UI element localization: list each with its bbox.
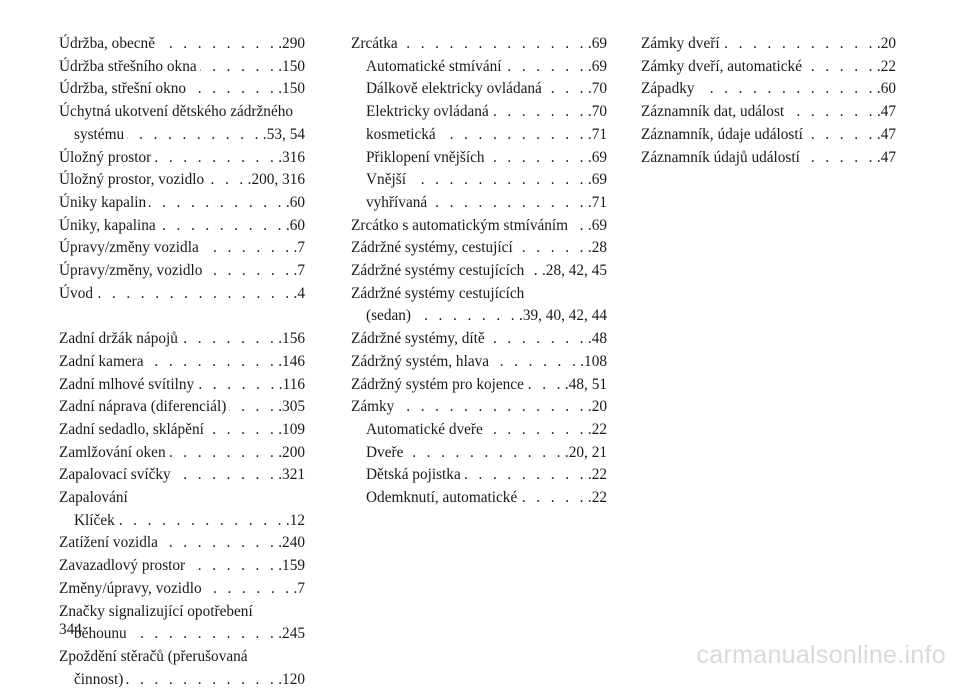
- index-entry-page: .22: [587, 420, 607, 438]
- index-row: [351, 215, 607, 238]
- dot-leader: [439, 124, 587, 147]
- index-entry-label: Zádržné systémy cestujících: [351, 262, 525, 280]
- index-entry-label: Úložný prostor: [59, 148, 152, 166]
- index-entry-label: Zádržný systém, hlava: [351, 352, 490, 370]
- index-row: [59, 442, 305, 465]
- index-entry-label: Údržba střešního okna: [59, 57, 197, 75]
- dot-leader: [207, 169, 247, 192]
- index-entry-label: Zámky: [351, 398, 395, 416]
- index-entry-page: .20, 21: [564, 443, 607, 461]
- index-entry-label: Zádržný systém pro kojence: [351, 375, 524, 393]
- index-entry-label: Zapalovací svíčky: [59, 466, 171, 484]
- index-entry-label: Dálkově elektricky ovládaná: [366, 80, 542, 98]
- index-entry: [641, 147, 896, 170]
- dot-leader: [488, 328, 587, 351]
- index-entry: [641, 78, 896, 101]
- dot-leader: [158, 33, 277, 56]
- index-entry-label: Záznamník dat, událost: [641, 103, 785, 121]
- dot-leader: [397, 396, 587, 419]
- index-entry-page: .200, 316: [247, 171, 305, 189]
- index-entry-label: běhounu: [74, 625, 127, 643]
- index-row: [59, 328, 305, 351]
- dot-leader: [189, 78, 277, 101]
- dot-leader: [181, 328, 277, 351]
- index-row: [59, 283, 305, 306]
- index-entry-page: .70: [587, 80, 607, 98]
- index-row: [59, 237, 305, 260]
- group-spacer: [59, 305, 305, 328]
- index-row: [351, 396, 607, 419]
- index-entry-label: Západky: [641, 80, 695, 98]
- index-entry-label: Úchytná ukotvení dětského zádržného: [59, 103, 294, 121]
- index-entry-page: .71: [587, 125, 607, 143]
- dot-leader: [118, 510, 285, 533]
- index-entry-page: .60: [285, 193, 305, 211]
- index-entry-label: Zamlžování oken: [59, 443, 166, 461]
- dot-leader: [723, 33, 876, 56]
- dot-leader: [147, 351, 278, 374]
- index-row: [351, 101, 607, 124]
- index-entry-page: .20: [587, 398, 607, 416]
- index-column-1: [59, 33, 305, 691]
- index-entry: [351, 396, 607, 419]
- index-entry: [59, 78, 305, 101]
- index-entry-page: .69: [587, 148, 607, 166]
- index-entry-page: .47: [876, 148, 896, 166]
- index-entry-page: .150: [278, 57, 305, 75]
- index-entry-page: .22: [587, 489, 607, 507]
- index-entry-label: Zadní držák nápojů: [59, 330, 178, 348]
- index-row: [351, 147, 607, 170]
- index-entry-label: Úložný prostor, vozidlo: [59, 171, 205, 189]
- index-entry-page: .69: [587, 216, 607, 234]
- index-entry: [59, 283, 305, 306]
- index-entry: [351, 351, 607, 374]
- index-row: [351, 192, 607, 215]
- index-entry: [59, 147, 305, 170]
- index-subentry: [351, 124, 607, 147]
- index-entry-page: .200: [278, 443, 305, 461]
- index-subentry: [351, 442, 607, 465]
- index-entry-page: .156: [278, 330, 305, 348]
- index-entry-label: Záznamník údajů událostí: [641, 148, 800, 166]
- index-row: [59, 669, 305, 691]
- dot-leader: [188, 555, 277, 578]
- dot-leader: [414, 305, 518, 328]
- index-entry-page: .116: [278, 375, 305, 393]
- index-entry: [59, 33, 305, 56]
- dot-leader: [229, 396, 277, 419]
- index-column-2: [351, 33, 607, 510]
- index-entry-continuation: [351, 305, 607, 328]
- index-entry: [59, 328, 305, 351]
- index-entry-page: .22: [876, 57, 896, 75]
- index-entry-label: Automatické stmívání: [366, 57, 502, 75]
- index-entry: [641, 101, 896, 124]
- dot-leader: [492, 351, 579, 374]
- index-entry-label: Zadní náprava (diferenciál): [59, 398, 227, 416]
- index-entry: [351, 328, 607, 351]
- index-row: [641, 101, 896, 124]
- index-entry-page: .108: [580, 352, 607, 370]
- index-entry: [351, 237, 607, 260]
- index-entry-label: Úniky kapalin: [59, 193, 147, 211]
- dot-leader: [430, 192, 587, 215]
- index-entry-label: Zámky dveří: [641, 35, 720, 52]
- index-entry: [59, 464, 305, 487]
- index-entry: [59, 192, 305, 215]
- index-row: [351, 419, 607, 442]
- index-row: [351, 124, 607, 147]
- index-entry-page: .60: [285, 216, 305, 234]
- index-entry-label: Zádržné systémy, cestující: [351, 239, 513, 257]
- dot-leader: [154, 147, 277, 170]
- index-entry: [59, 601, 305, 646]
- index-entry-label: Přiklopení vnějších: [366, 148, 485, 166]
- index-entry-label: Změny/úpravy, vozidlo: [59, 579, 202, 597]
- index-entry: [59, 487, 305, 510]
- index-entry-label: Zámky dveří, automatické: [641, 57, 802, 75]
- watermark-text: carmanualsonline.info: [696, 641, 946, 669]
- page-number: 344: [59, 621, 82, 638]
- index-row: [59, 578, 305, 601]
- dot-leader: [545, 78, 587, 101]
- dot-leader: [516, 237, 587, 260]
- index-row: [59, 555, 305, 578]
- dot-leader: [571, 215, 587, 238]
- index-entry-page: .22: [587, 466, 607, 484]
- index-entry-page: .159: [278, 557, 305, 575]
- index-entry-continuation: [59, 124, 305, 147]
- index-row: [59, 419, 305, 442]
- index-row: [351, 56, 607, 79]
- dot-leader: [159, 215, 285, 238]
- index-row: [59, 56, 305, 79]
- index-entry-label: Značky signalizující opotřebení: [59, 602, 253, 620]
- index-row: [59, 510, 305, 533]
- index-entry-page: .60: [876, 80, 896, 98]
- index-entry-page: .48, 51: [564, 375, 607, 393]
- index-entry: [59, 56, 305, 79]
- index-entry-page: .321: [278, 466, 305, 484]
- index-entry: [59, 101, 305, 146]
- index-entry: [59, 237, 305, 260]
- dot-leader: [200, 56, 278, 79]
- index-entry-label: Zrcátka: [351, 35, 398, 52]
- index-row: [641, 124, 896, 147]
- dot-leader: [505, 56, 587, 79]
- index-subentry: [351, 101, 607, 124]
- index-row: [59, 192, 305, 215]
- index-row: [59, 623, 305, 646]
- index-entry: [59, 260, 305, 283]
- index-row: [351, 464, 607, 487]
- index-row: [641, 147, 896, 170]
- dot-leader: [96, 283, 293, 306]
- index-entry-label: Úpravy/změny vozidla: [59, 239, 199, 257]
- dot-leader: [464, 464, 587, 487]
- index-row: [59, 487, 305, 510]
- index-entry-page: .69: [587, 35, 607, 52]
- dot-leader: [486, 419, 587, 442]
- index-entry-page: .245: [278, 625, 305, 643]
- index-row: [351, 305, 607, 328]
- index-entry-label: Záznamník, údaje událostí: [641, 125, 803, 143]
- index-row: [641, 78, 896, 101]
- index-entry-page: .150: [278, 80, 305, 98]
- index-entry-page: .109: [278, 420, 305, 438]
- index-entry-page: .48: [587, 330, 607, 348]
- index-row: [59, 464, 305, 487]
- dot-leader: [401, 33, 587, 56]
- index-entry-page: .39, 40, 42, 44: [519, 307, 607, 325]
- dot-leader: [130, 623, 278, 646]
- index-row: [351, 78, 607, 101]
- index-entry-label: kosmetická: [366, 125, 436, 143]
- index-entry-page: .28: [587, 239, 607, 257]
- index-row: [351, 351, 607, 374]
- dot-leader: [488, 147, 587, 170]
- index-row: [59, 147, 305, 170]
- index-row: [59, 169, 305, 192]
- index-entry: [59, 532, 305, 555]
- index-subentry: [351, 169, 607, 192]
- dot-leader: [126, 669, 277, 691]
- index-entry: [351, 33, 607, 56]
- index-row: [59, 124, 305, 147]
- index-row: [59, 260, 305, 283]
- dot-leader: [406, 442, 564, 465]
- index-entry-label: Zádržné systémy cestujících: [351, 284, 525, 302]
- index-entry-label: Zadní sedadlo, sklápění: [59, 420, 204, 438]
- index-row: [351, 374, 607, 397]
- index-row: [59, 33, 305, 56]
- dot-leader: [803, 147, 876, 170]
- dot-leader: [527, 374, 564, 397]
- index-subentry: [351, 464, 607, 487]
- index-entry: [641, 33, 896, 56]
- dot-leader: [149, 192, 285, 215]
- index-entry: [59, 578, 305, 601]
- index-entry-page: .146: [278, 352, 305, 370]
- index-entry-page: .7: [293, 579, 305, 597]
- index-entry: [59, 169, 305, 192]
- dot-leader: [409, 169, 587, 192]
- index-row: [641, 33, 896, 56]
- index-entry-continuation: [59, 669, 305, 691]
- dot-leader: [205, 578, 293, 601]
- index-entry-page: .69: [587, 57, 607, 75]
- index-entry-page: .7: [293, 239, 305, 257]
- index-row: [59, 351, 305, 374]
- index-entry-label: Elektricky ovládaná: [366, 103, 489, 121]
- index-subentry: [351, 487, 607, 510]
- index-row: [351, 442, 607, 465]
- index-subentry: [351, 56, 607, 79]
- index-row: [351, 169, 607, 192]
- index-entry-page: .120: [278, 670, 305, 688]
- index-row: [351, 328, 607, 351]
- index-entry: [351, 215, 607, 238]
- index-entry: [641, 56, 896, 79]
- index-subentry: [351, 419, 607, 442]
- index-entry: [59, 419, 305, 442]
- index-entry-label: Úpravy/změny, vozidlo: [59, 262, 203, 280]
- index-entry-label: Zavazadlový prostor: [59, 557, 186, 575]
- dot-leader: [202, 237, 293, 260]
- index-entry-page: .20: [876, 35, 896, 52]
- dot-leader: [205, 260, 292, 283]
- index-entry-label: Zadní mlhové svítilny: [59, 375, 195, 393]
- index-subentry: [351, 192, 607, 215]
- dot-leader: [207, 419, 277, 442]
- index-entry-page: .70: [587, 103, 607, 121]
- index-row: [59, 78, 305, 101]
- dot-leader: [520, 487, 587, 510]
- index-entry: [351, 260, 607, 283]
- dot-leader: [169, 442, 278, 465]
- index-entry-label: Zadní kamera: [59, 352, 144, 370]
- index-column-3: [641, 33, 896, 169]
- index-entry-page: .305: [278, 398, 305, 416]
- index-entry-page: .71: [587, 193, 607, 211]
- dot-leader: [174, 464, 278, 487]
- index-entry-label: Zapalování: [59, 489, 128, 507]
- index-row: [59, 215, 305, 238]
- index-entry-label: Údržba, střešní okno: [59, 80, 187, 98]
- index-entry-page: .47: [876, 103, 896, 121]
- index-entry-label: Zádržné systémy, dítě: [351, 330, 485, 348]
- index-entry-label: Úniky, kapalina: [59, 216, 156, 234]
- index-entry-page: .7: [293, 262, 305, 280]
- dot-leader: [527, 260, 541, 283]
- index-entry-page: .28, 42, 45: [541, 262, 607, 280]
- index-row: [351, 487, 607, 510]
- dot-leader: [787, 101, 876, 124]
- index-entry-label: Zrcátko s automatickým stmíváním: [351, 216, 569, 234]
- dot-leader: [698, 78, 876, 101]
- index-entry-page: .47: [876, 125, 896, 143]
- index-entry: [59, 374, 305, 397]
- index-entry-label: Zatížení vozidla: [59, 534, 158, 552]
- index-entry-label: systému: [74, 125, 125, 143]
- index-row: [59, 532, 305, 555]
- index-subentry: [351, 78, 607, 101]
- index-subentry: [59, 510, 305, 533]
- dot-leader: [127, 124, 262, 147]
- index-entry-label: Úvod: [59, 284, 93, 302]
- index-entry-page: .12: [285, 511, 305, 529]
- index-entry-page: .53, 54: [262, 125, 305, 143]
- index-entry-page: .69: [587, 171, 607, 189]
- index-entry: [641, 124, 896, 147]
- index-subentry: [351, 147, 607, 170]
- dot-leader: [805, 56, 876, 79]
- index-entry-page: .4: [293, 284, 305, 302]
- index-entry-page: .316: [278, 148, 305, 166]
- index-entry: [351, 374, 607, 397]
- dot-leader: [161, 532, 277, 555]
- index-row: [351, 237, 607, 260]
- dot-leader: [197, 374, 278, 397]
- index-entry: [351, 283, 607, 328]
- index-entry-label: Dveře: [366, 443, 404, 461]
- index-entry: [59, 646, 305, 691]
- index-entry-label: Odemknutí, automatické: [366, 489, 518, 507]
- index-entry-continuation: [59, 623, 305, 646]
- index-entry-label: Zpoždění stěračů (přerušovaná: [59, 647, 248, 665]
- index-entry-label: Vnější: [366, 171, 406, 189]
- index-row: [641, 56, 896, 79]
- dot-leader: [806, 124, 876, 147]
- index-entry-label: Dětská pojistka: [366, 466, 461, 484]
- index-entry: [59, 351, 305, 374]
- dot-leader: [492, 101, 587, 124]
- index-entry-label: Klíček: [74, 511, 115, 529]
- index-entry-page: .290: [278, 35, 305, 52]
- index-row: [351, 260, 607, 283]
- index-entry-label: Údržba, obecně: [59, 35, 155, 52]
- index-entry-page: .240: [278, 534, 305, 552]
- index-row: [59, 396, 305, 419]
- index-entry-label: vyhřívaná: [366, 193, 428, 211]
- index-row: [351, 33, 607, 56]
- index-row: [59, 374, 305, 397]
- index-entry-label: Automatické dveře: [366, 420, 483, 438]
- index-entry: [59, 396, 305, 419]
- index-entry-label: (sedan): [366, 307, 412, 325]
- index-entry: [59, 555, 305, 578]
- index-entry-label: činnost): [74, 670, 124, 688]
- index-entry: [59, 442, 305, 465]
- index-entry: [59, 215, 305, 238]
